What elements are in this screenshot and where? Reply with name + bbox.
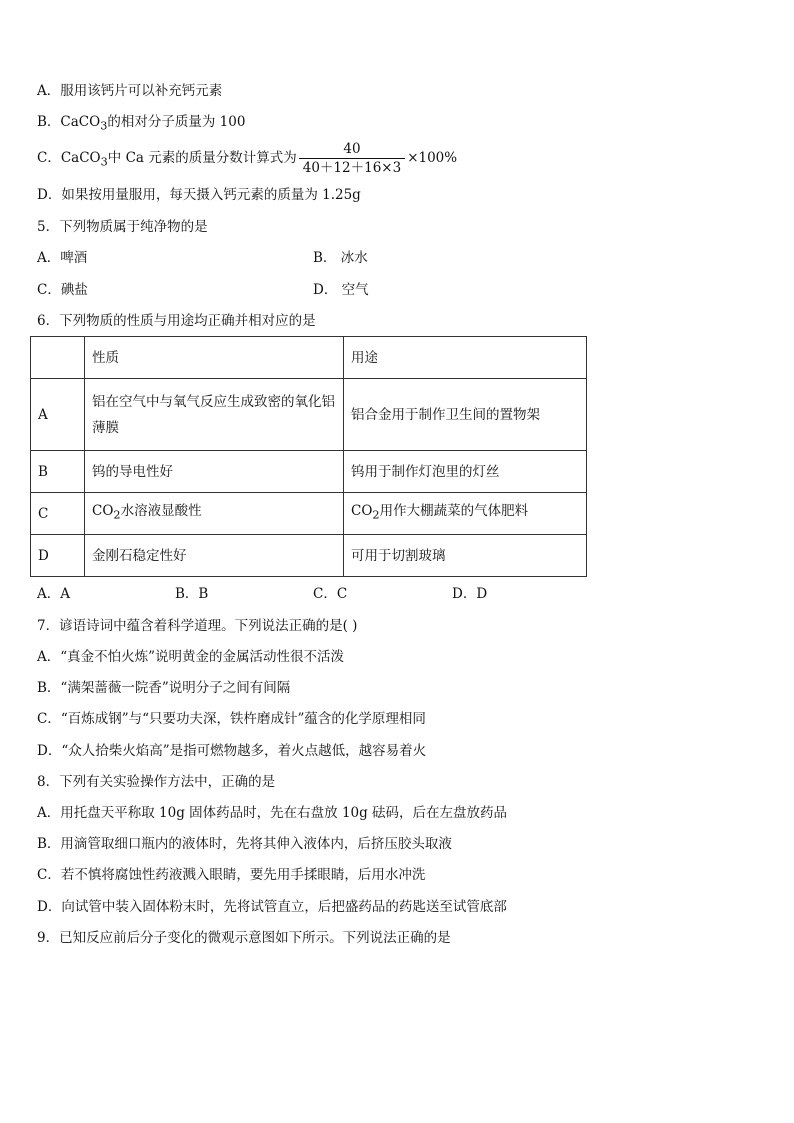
q5-option-d: D． 空气 — [313, 282, 369, 298]
q4-option-c: C．CaCO$_3$中 Ca 元素的质量分数计算式为 $\frac{40}{40+12+16\times 3}$ ×100% — [37, 141, 458, 176]
row-property: 铝在空气中与氧气反应生成致密的氧化铝薄膜 — [85, 379, 344, 451]
q6-answer-d: D．D — [452, 586, 488, 602]
table-header-row — [31, 337, 587, 379]
q7-option-a: A．“真金不怕火炼”说明黄金的金属活动性很不活泼 — [37, 649, 345, 665]
row-label: A — [31, 379, 85, 451]
q5-option-a: A．啤酒 — [37, 250, 88, 266]
row-label: D — [31, 535, 85, 577]
table-row — [31, 379, 587, 451]
row-label: B — [31, 451, 85, 493]
row-property: $CO_2$水溶液显酸性 — [85, 493, 344, 535]
q4-option-b: B．CaCO$_3$的相对分子质量为 100 — [37, 114, 246, 133]
q6-answer-b: B．B — [175, 586, 209, 602]
row-property: 钨的导电性好 — [85, 451, 344, 493]
q8-option-c: C．若不慎将腐蚀性药液溅入眼睛，要先用手揉眼睛，后用水冲洗 — [37, 867, 426, 883]
q8-stem: 8．下列有关实验操作方法中，正确的是 — [37, 774, 276, 790]
q6-answer-a: A．A — [37, 586, 70, 602]
header-use: 用途 — [344, 337, 587, 379]
q9-stem: 9．已知反应前后分子变化的微观示意图如下所示。下列说法正确的是 — [37, 930, 451, 946]
q8-option-d: D．向试管中装入固体粉末时，先将试管直立，后把盛药品的药匙送至试管底部 — [37, 899, 507, 915]
q7-option-d: D．“众人拾柴火焰高”是指可燃物越多，着火点越低，越容易着火 — [37, 743, 427, 759]
q7-option-c: C．“百炼成钢”与“只要功夫深，铁杵磨成针”蕴含的化学原理相同 — [37, 711, 426, 727]
q8-option-a: A．用托盘天平称取 10g 固体药品时，先在右盘放 10g 砝码，后在左盘放药品 — [37, 805, 508, 821]
q6-stem: 6．下列物质的性质与用途均正确并相对应的是 — [37, 313, 316, 329]
row-use: 铝合金用于制作卫生间的置物架 — [344, 379, 587, 451]
q6-answer-options — [0, 585, 794, 603]
q5-option-b: B． 冰水 — [313, 250, 368, 266]
header-blank-cell — [31, 337, 85, 379]
table-row — [31, 535, 587, 577]
row-property: 金刚石稳定性好 — [85, 535, 344, 577]
header-property: 性质 — [85, 337, 344, 379]
q6-answer-c: C．C — [313, 586, 348, 602]
mass-fraction-formula — [299, 141, 405, 176]
fraction-numerator: 40 — [299, 141, 405, 159]
q5-stem: 5．下列物质属于纯净物的是 — [37, 219, 208, 235]
q4-option-d: D．如果按用量服用，每天摄入钙元素的质量为 1.25g — [37, 187, 361, 203]
fraction-denominator: 40＋12＋16×3 — [302, 160, 402, 176]
table-row — [31, 451, 587, 493]
q7-stem: 7．谚语诗词中蕴含着科学道理。下列说法正确的是( ) — [37, 618, 358, 634]
q4-option-a: A．服用该钙片可以补充钙元素 — [37, 83, 223, 99]
q5-option-c: C．碘盐 — [37, 282, 88, 298]
property-use-table — [30, 336, 587, 577]
q7-option-b: B．“满架蔷薇一院香”说明分子之间有间隔 — [37, 680, 291, 696]
row-use: 钨用于制作灯泡里的灯丝 — [344, 451, 587, 493]
row-use: $CO_2$用作大棚蔬菜的气体肥料 — [344, 493, 587, 535]
row-label: C — [31, 493, 85, 535]
table-row — [31, 493, 587, 535]
q8-option-b: B．用滴管取细口瓶内的液体时，先将其伸入液体内，后挤压胶头取液 — [37, 836, 452, 852]
row-use: 可用于切割玻璃 — [344, 535, 587, 577]
